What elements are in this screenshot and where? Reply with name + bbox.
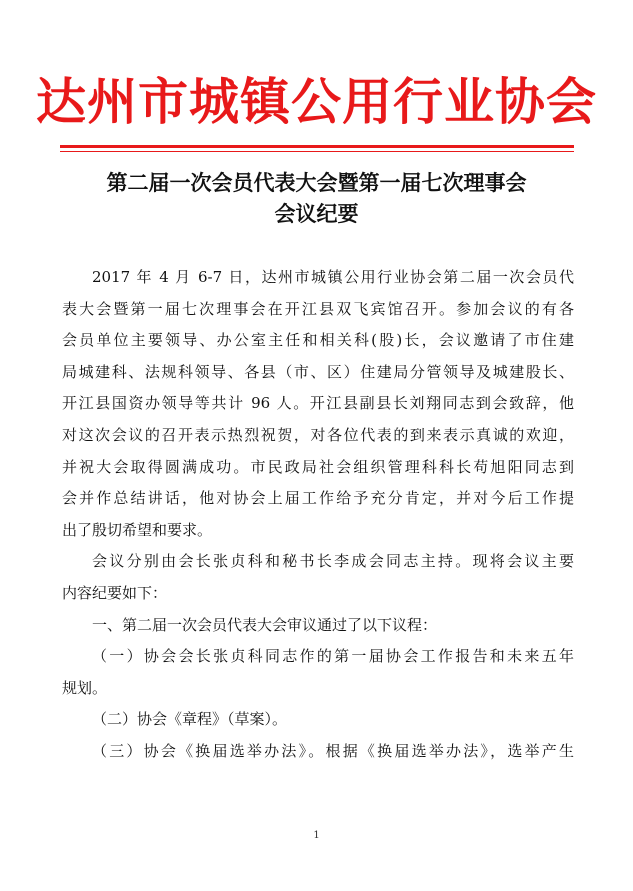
body-line: 2017 年 4 月 6-7 日，达州市城镇公用行业协会第二届一次会员代: [92, 268, 574, 286]
document-body: [62, 262, 574, 768]
page-number: 1: [313, 830, 320, 841]
body-line: 并祝大会取得圆满成功。市民政局社会组织管理科科长苟旭阳同志到: [62, 457, 574, 476]
body-line: 会议分别由会长张贞科和秘书长李成会同志主持。现将会议主要: [92, 552, 574, 571]
header-rule-thick: [60, 145, 574, 148]
body-line: 表大会暨第一届七次理事会在开江县双飞宾馆召开。参加会议的有各: [62, 299, 574, 318]
agenda-item: （三）协会《换届选举办法》。根据《换届选举办法》，选举产生: [92, 741, 574, 760]
body-line: 局城建科、法规科领导、各县（市、区）住建局分管领导及城建股长、: [62, 362, 574, 381]
body-line: 会员单位主要领导、办公室主任和相关科(股)长，会议邀请了市住建: [62, 331, 574, 350]
body-line: 对这次会议的召开表示热烈祝贺，对各位代表的到来表示真诚的欢迎，: [62, 425, 574, 444]
body-line: 规划。: [62, 678, 108, 697]
body-line: 内容纪要如下：: [62, 583, 168, 602]
body-line: 开江县国资办领导等共计 96 人。开江县副县长刘翔同志到会致辞，他: [62, 394, 574, 413]
org-title: 达州市城镇公用行业协会: [36, 72, 597, 131]
agenda-item: （一）协会会长张贞科同志作的第一届协会工作报告和未来五年: [92, 647, 574, 666]
section-heading: 一、第二届一次会员代表大会审议通过了以下议程：: [92, 615, 438, 634]
header-rule-thin: [60, 151, 574, 152]
doc-title-line-2: 会议纪要: [274, 201, 359, 226]
body-line: 出了殷切希望和要求。: [62, 520, 213, 539]
agenda-item: （二）协会《章程》（草案）。: [92, 710, 288, 729]
doc-title-line-1: 第二届一次会员代表大会暨第一届七次理事会: [106, 170, 527, 195]
body-line: 会并作总结讲话，他对协会上届工作给予充分肯定，并对今后工作提: [62, 489, 574, 508]
